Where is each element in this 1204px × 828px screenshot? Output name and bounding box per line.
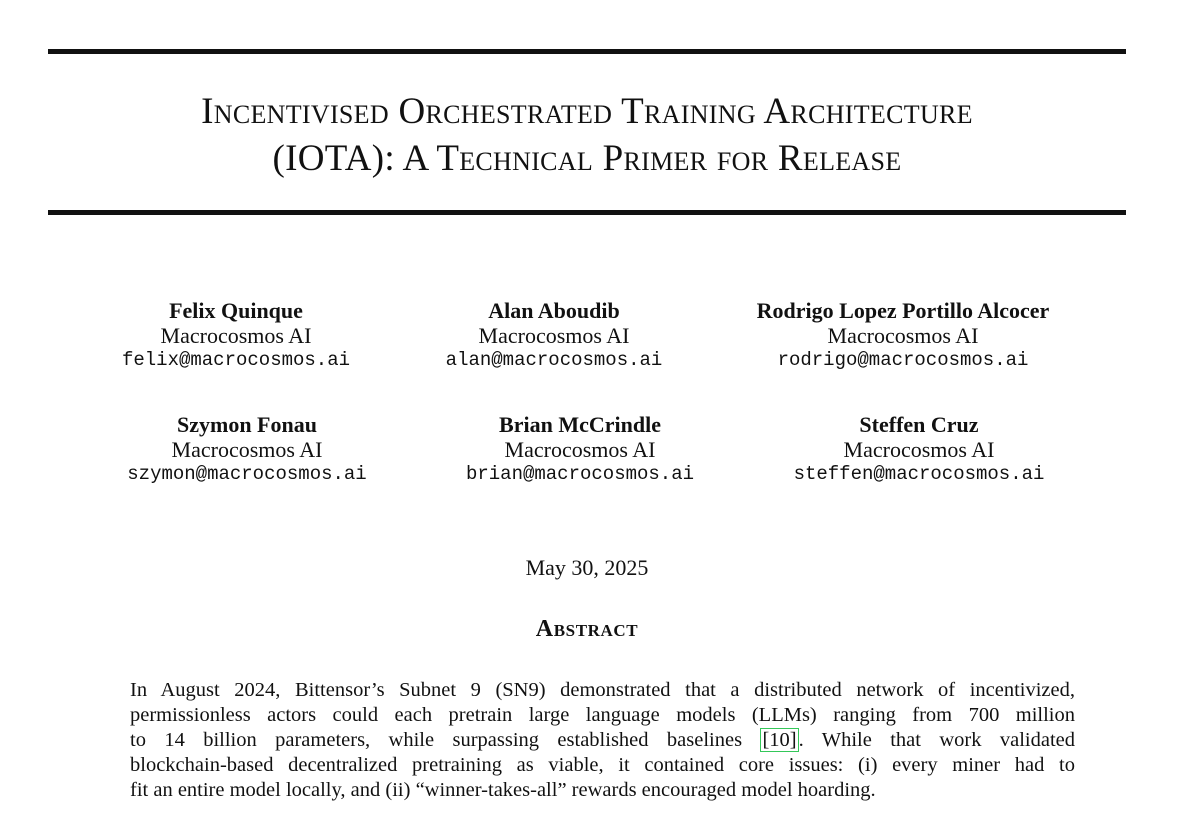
author-email[interactable]: alan@macrocosmos.ai [445,349,663,371]
abstract-body [130,678,1075,803]
author-name: Steffen Cruz [859,412,979,437]
author-affiliation: Macrocosmos AI [160,323,312,348]
author-email[interactable]: steffen@macrocosmos.ai [793,463,1045,485]
abstract-line: blockchain-based decentralized pretraining as viable, it contained core issues: (i) every miner had to [130,754,1075,776]
author-email[interactable]: brian@macrocosmos.ai [465,463,695,485]
title-rule-bottom [48,210,1126,215]
citation-link[interactable]: [10] [762,729,797,751]
author-name: Brian McCrindle [499,412,661,437]
abstract-text: . While that work validated [798,729,1075,751]
author-name: Felix Quinque [169,298,303,323]
author-email[interactable]: rodrigo@macrocosmos.ai [777,349,1029,371]
abstract-line: In August 2024, Bittensor’s Subnet 9 (SN9) demonstrated that a distributed network of incentivized, [130,679,1075,701]
author-affiliation: Macrocosmos AI [827,323,979,348]
author-block [390,412,770,487]
author-block [713,298,1093,373]
author-block [729,412,1109,487]
author-block [57,412,437,487]
paper-title-line-1: Incentivised Orchestrated Training Architecture [201,91,973,132]
abstract-line: permissionless actors could each pretrain large language models (LLMs) ranging from 700 million [130,704,1075,726]
author-email[interactable]: felix@macrocosmos.ai [121,349,351,371]
author-name: Rodrigo Lopez Portillo Alcocer [756,298,1050,323]
abstract-text: to 14 billion parameters, while surpassing established baselines [130,729,761,751]
author-affiliation: Macrocosmos AI [504,437,656,462]
paper-title-line-2: (IOTA): A Technical Primer for Release [272,138,902,179]
author-block [364,298,744,373]
publication-date: May 30, 2025 [525,555,649,580]
abstract-line [130,728,1075,753]
author-affiliation: Macrocosmos AI [171,437,323,462]
author-affiliation: Macrocosmos AI [843,437,995,462]
abstract-line: fit an entire model locally, and (ii) “winner-takes-all” rewards encouraged model hoarding. [130,779,876,801]
author-name: Alan Aboudib [488,298,620,323]
author-name: Szymon Fonau [177,412,317,437]
author-affiliation: Macrocosmos AI [478,323,630,348]
author-email[interactable]: szymon@macrocosmos.ai [127,463,367,485]
title-rule-top [48,49,1126,54]
abstract-heading: Abstract [535,616,639,642]
